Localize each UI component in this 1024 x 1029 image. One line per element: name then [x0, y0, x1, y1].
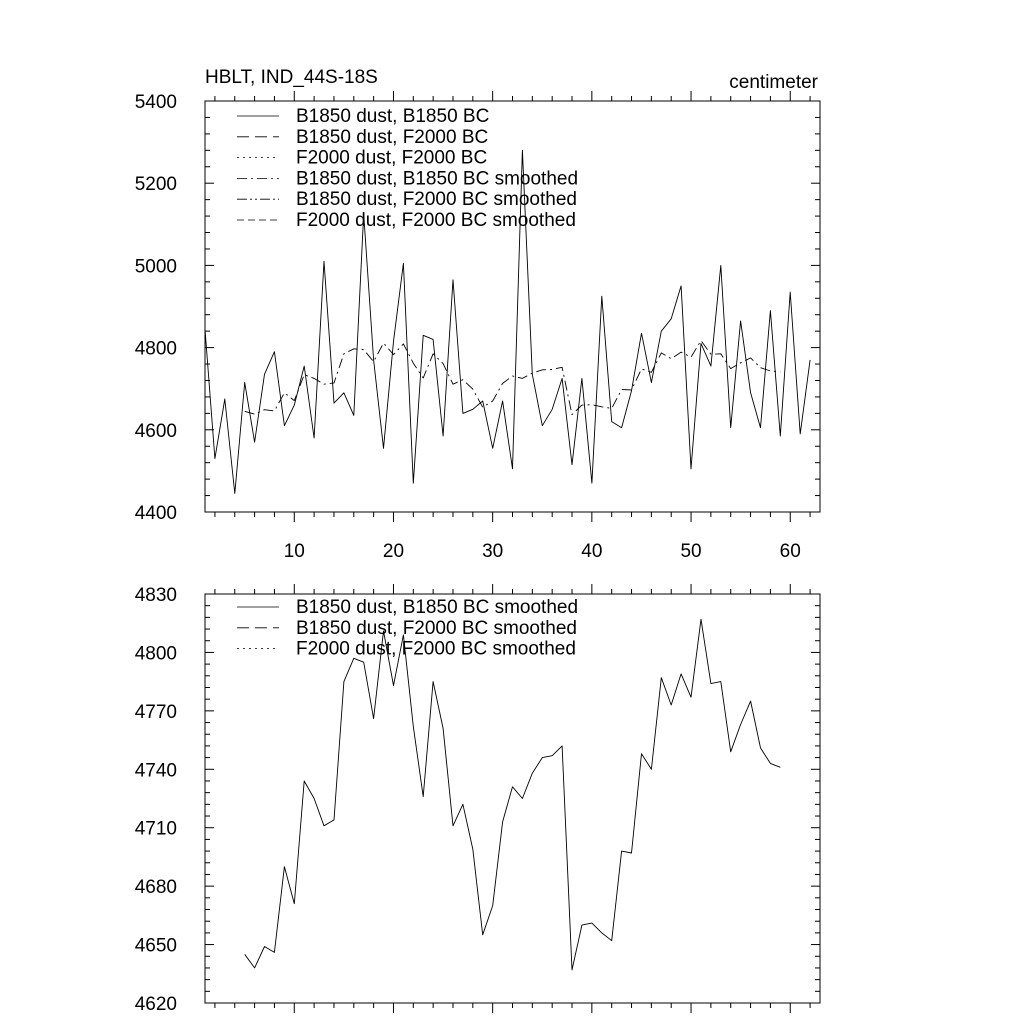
- y-tick-label: 5000: [134, 256, 177, 278]
- y-tick-label: 4680: [134, 877, 177, 899]
- top-panel: [135, 67, 820, 562]
- legend-entry: F2000 dust, F2000 BC smoothed: [296, 638, 576, 660]
- y-tick-label: 4620: [134, 994, 177, 1015]
- y-tick-label: 4400: [134, 503, 177, 524]
- legend-entry: B1850 dust, B1850 BC: [296, 106, 490, 127]
- y-tick-label: 4600: [134, 420, 177, 442]
- legend-entry: B1850 dust, B1850 BC smoothed: [296, 597, 579, 618]
- y-tick-label: 4770: [134, 701, 177, 723]
- legend-entry: B1850 dust, B1850 BC smoothed: [296, 168, 579, 190]
- x-tick-label: 20: [382, 541, 405, 562]
- legend-entry: F2000 dust, F2000 BC: [296, 147, 488, 169]
- y-tick-label: 4740: [134, 760, 177, 782]
- y-tick-label: 5400: [134, 92, 177, 113]
- y-tick-label: 4800: [134, 643, 177, 665]
- chart-title: HBLT, IND_44S-18S: [205, 67, 378, 88]
- y-tick-label: 4650: [134, 935, 177, 957]
- legend-entry: B1850 dust, F2000 BC: [296, 126, 489, 148]
- legend-entry: F2000 dust, F2000 BC smoothed: [296, 210, 576, 231]
- x-tick-label: 50: [680, 541, 702, 562]
- y-tick-label: 4710: [134, 818, 177, 840]
- series-line-1: [245, 619, 781, 970]
- x-tick-label: 30: [482, 541, 504, 562]
- y-tick-label: 4800: [134, 338, 177, 360]
- x-tick-label: 60: [779, 541, 801, 562]
- legend-entry: B1850 dust, F2000 BC smoothed: [296, 617, 577, 639]
- x-tick-label: 10: [283, 541, 305, 562]
- x-tick-label: 40: [581, 541, 603, 562]
- units-label: centimeter: [729, 72, 818, 93]
- bottom-panel: [135, 584, 820, 1015]
- legend-entry: B1850 dust, F2000 BC smoothed: [296, 189, 577, 211]
- y-tick-label: 4830: [134, 585, 177, 606]
- y-tick-label: 5200: [134, 174, 177, 196]
